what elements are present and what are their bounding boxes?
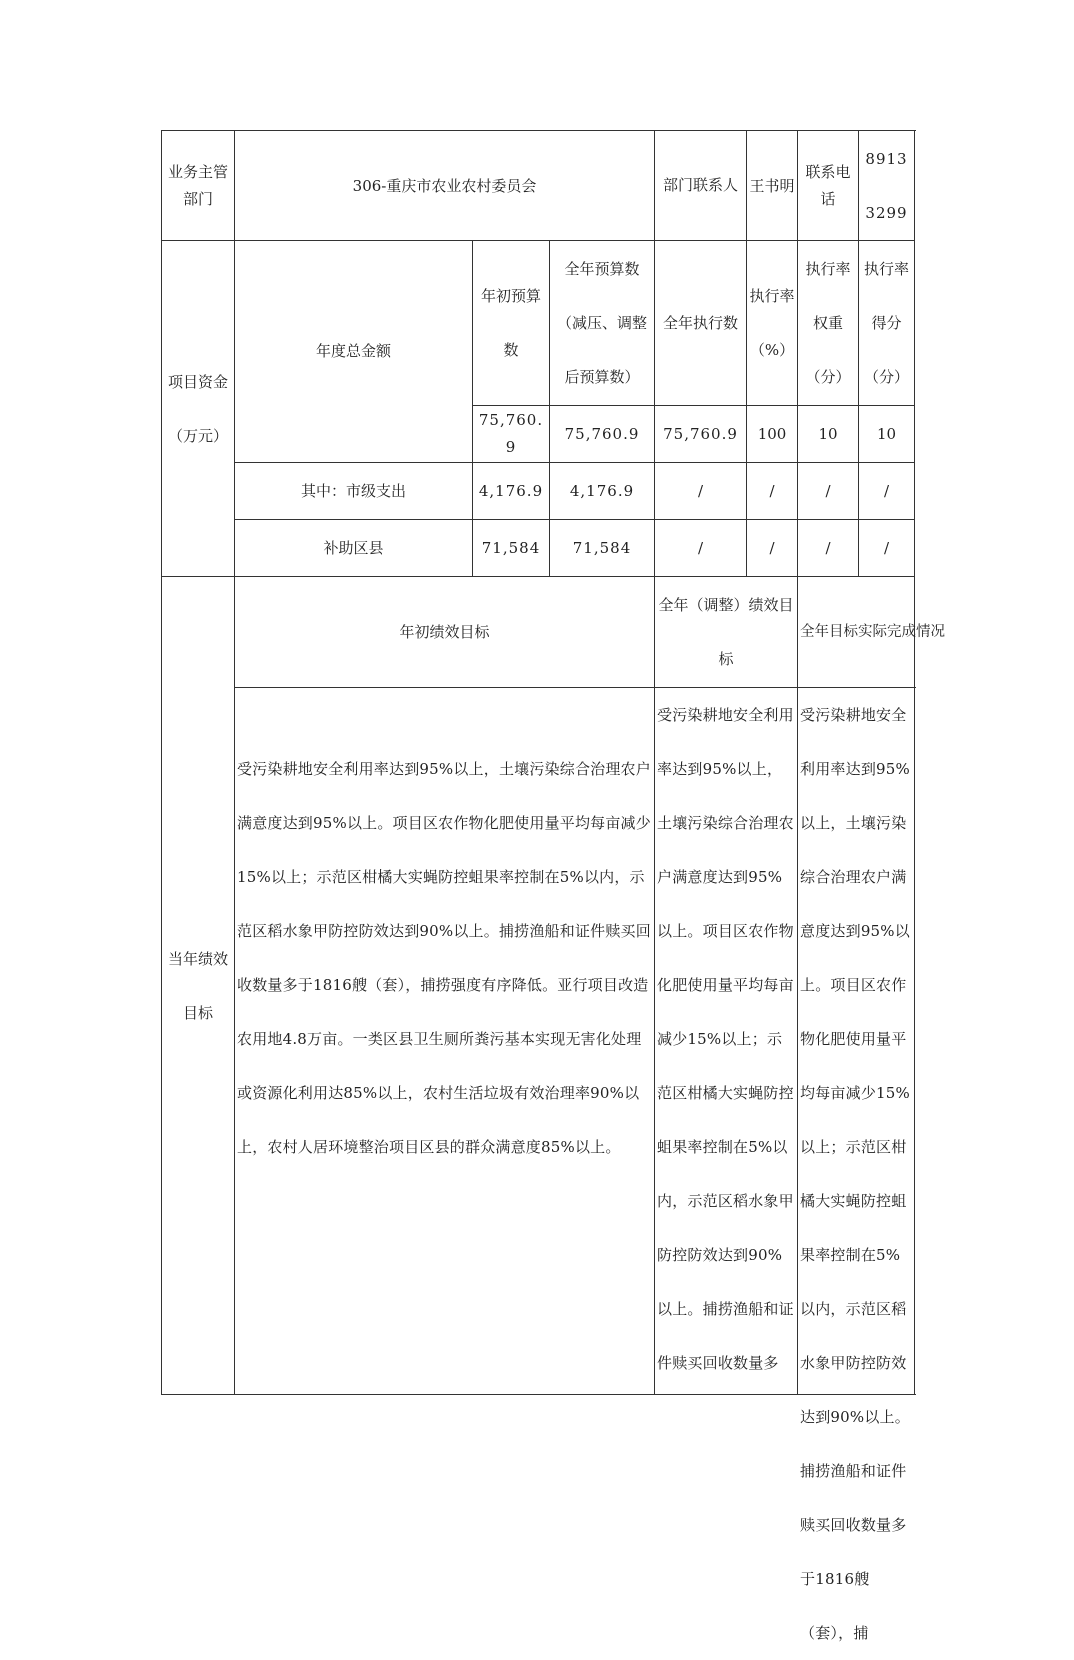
row-score: /	[859, 520, 915, 577]
row-score: /	[859, 463, 915, 520]
row-executed: /	[655, 463, 747, 520]
adjusted-target-label: 全年（调整）绩效目标	[655, 577, 798, 688]
total-label: 年度总金额	[235, 241, 473, 463]
col-annual-budget: 全年预算数（减压、调整后预算数）	[550, 241, 655, 406]
initial-target-label: 年初绩效目标	[235, 577, 655, 688]
funds-row-district	[162, 520, 915, 577]
total-annual-budget: 75,760.9	[550, 406, 655, 463]
row-annual-budget: 71,584	[550, 520, 655, 577]
col-initial-budget: 年初预算数	[473, 241, 550, 406]
dept-label: 业务主管部门	[162, 131, 235, 241]
row-label: 其中：市级支出	[235, 463, 473, 520]
col-weight: 执行率权重（分）	[798, 241, 859, 406]
contact-label: 部门联系人	[655, 131, 747, 241]
row-weight: /	[798, 463, 859, 520]
row-initial-budget: 4,176.9	[473, 463, 550, 520]
contact-value: 王书明	[747, 131, 798, 241]
performance-table	[161, 130, 946, 1642]
actual-result-text	[798, 688, 915, 1642]
targets-section-label: 当年绩效目标	[162, 577, 235, 1395]
adjusted-target-body: 受污染耕地安全利用率达到95%以上，土壤污染综合治理农户满意度达到95%以上。项目区农作物化肥使用量平均每亩减少15%以上；示范区柑橘大实蝇防控蛆果率控制在5%以内，示范区稻水象甲防控防效达到90%以上。捕捞渔船和证件赎买回收数量多	[657, 706, 794, 1372]
header-row	[162, 131, 915, 241]
actual-result-body: 受污染耕地安全利用率达到95%以上，土壤污染综合治理农户满意度达到95%以上。项目区农作物化肥使用量平均每亩减少15%以上；示范区柑橘大实蝇防控蛆果率控制在5%以内，示范区稻水象甲防控防效达到90%以上。捕捞渔船和证件赎买回收数量多于1816艘（套），捕	[800, 706, 910, 1642]
initial-target-text	[235, 688, 655, 1395]
row-annual-budget: 4,176.9	[550, 463, 655, 520]
col-executed: 全年执行数	[655, 241, 747, 406]
row-exec-rate: /	[747, 463, 798, 520]
phone-value: 89133299	[859, 131, 915, 241]
funds-section-label: 项目资金（万元）	[162, 241, 235, 577]
phone-label: 联系电话	[798, 131, 859, 241]
row-weight: /	[798, 520, 859, 577]
row-exec-rate: /	[747, 520, 798, 577]
targets-header-row	[162, 577, 915, 688]
dept-value: 306-重庆市农业农村委员会	[235, 131, 655, 241]
total-exec-rate: 100	[747, 406, 798, 463]
adjusted-target-text	[655, 688, 798, 1395]
row-initial-budget: 71,584	[473, 520, 550, 577]
row-executed: /	[655, 520, 747, 577]
actual-result-label: 全年目标实际完成情况	[798, 577, 915, 688]
col-exec-rate: 执行率（%）	[747, 241, 798, 406]
funds-row-city	[162, 463, 915, 520]
row-label: 补助区县	[235, 520, 473, 577]
total-weight: 10	[798, 406, 859, 463]
targets-content-row	[162, 688, 915, 1395]
initial-target-body: 受污染耕地安全利用率达到95%以上，土壤污染综合治理农户满意度达到95%以上。项目区农作物化肥使用量平均每亩减少15%以上；示范区柑橘大实蝇防控蛆果率控制在5%以内，示范区稻水象甲防控防效达到90%以上。捕捞渔船和证件赎买回收数量多于1816艘（套），捕捞强度有序降低。亚行项目改造农用地4.8万亩。一类区县卫生厕所粪污基本实现无害化处理或资源化利用达85%以上，农村生活垃圾有效治理率90%以上，农村人居环境整治项目区县的群众满意度85%以上。	[237, 760, 651, 1156]
col-score: 执行率得分（分）	[859, 241, 915, 406]
total-executed: 75,760.9	[655, 406, 747, 463]
funds-header-row	[162, 241, 915, 406]
total-score: 10	[859, 406, 915, 463]
total-initial-budget: 75,760.9	[473, 406, 550, 463]
